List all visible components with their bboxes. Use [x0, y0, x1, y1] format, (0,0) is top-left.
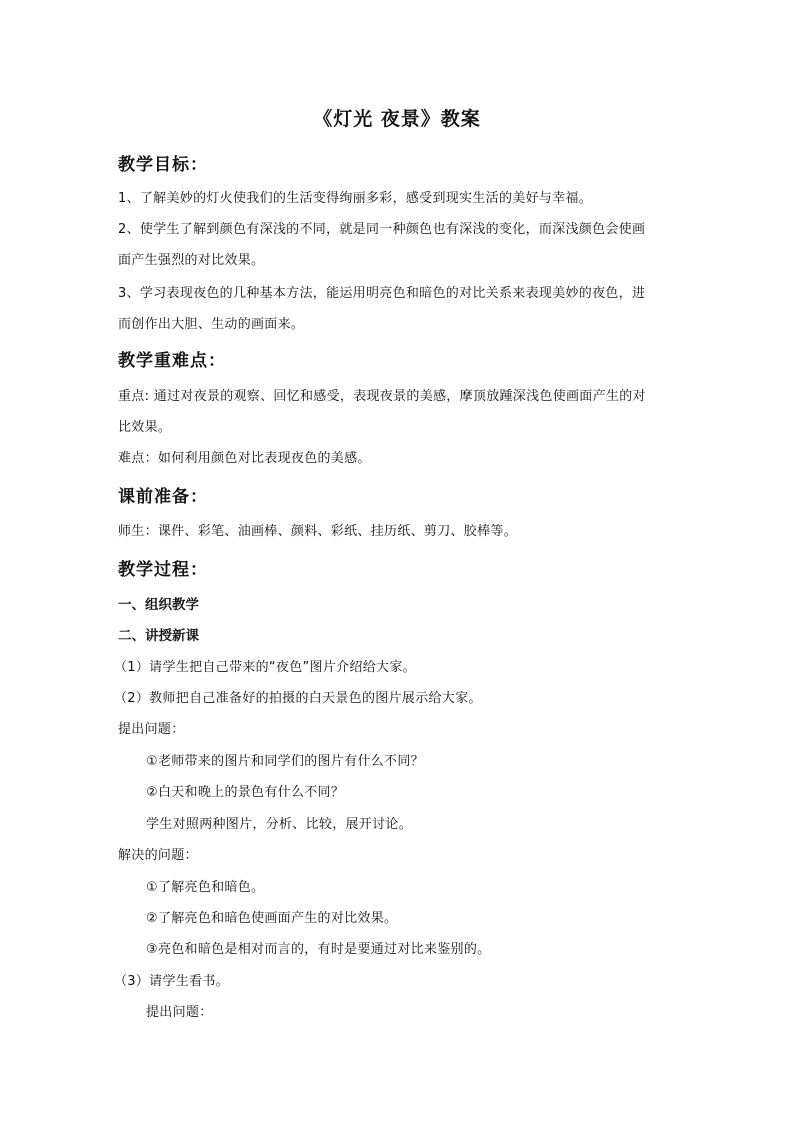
- keypoint-line: 比效果。: [118, 420, 172, 435]
- process-item: ②白天和晚上的景色有什么不同？: [146, 785, 345, 800]
- process-item: 提出问题：: [146, 1005, 213, 1020]
- process-item: 解决的问题：: [118, 848, 198, 863]
- objective-line: 面产生强烈的对比效果。: [118, 253, 265, 268]
- process-item: （2）教师把自己准备好的拍摄的白天景色的图片展示给大家。: [114, 691, 482, 706]
- process-heading: 教学过程：: [118, 560, 208, 580]
- objective-line: 1、了解美妙的灯火使我们的生活变得绚丽多彩，感受到现实生活的美好与幸福。: [118, 191, 593, 206]
- preparation-line: 师生：课件、彩笔、油画棒、颜料、彩纸、挂历纸、剪刀、胶棒等。: [118, 524, 518, 539]
- process-item: （3）请学生看书。: [114, 974, 229, 989]
- process-item: 提出问题：: [118, 722, 185, 737]
- process-step-new-lesson: 二、讲授新课: [118, 628, 199, 644]
- process-item: （1）请学生把自己带来的“夜色”图片介绍给大家。: [114, 660, 416, 675]
- preparation-heading: 课前准备：: [118, 487, 208, 507]
- process-item: ①了解亮色和暗色。: [146, 880, 265, 895]
- objective-line: 3、学习表现夜色的几种基本方法，能运用明亮色和暗色的对比关系来表现美妙的夜色，进: [118, 286, 646, 301]
- objective-line: 2、使学生了解到颜色有深浅的不同，就是同一种颜色也有深浅的变化，而深浅颜色会使画: [118, 222, 646, 237]
- objective-line: 而创作出大胆、生动的画面来。: [118, 317, 305, 332]
- process-step-organize: 一、组织教学: [118, 597, 199, 613]
- keypoint-line: 难点：如何利用颜色对比表现夜色的美感。: [118, 451, 371, 466]
- process-item: 学生对照两种图片，分析、比较，展开讨论。: [146, 817, 413, 832]
- process-item: ②了解亮色和暗色使画面产生的对比效果。: [146, 911, 398, 926]
- keypoints-heading: 教学重难点：: [118, 351, 226, 371]
- page-title: 《灯光 夜景》教案: [313, 108, 481, 130]
- process-item: ③亮色和暗色是相对而言的，有时是要通过对比来鉴别的。: [146, 942, 491, 957]
- keypoint-line: 重点: 通过对夜景的观察、回忆和感受，表现夜景的美感，摩顶放踵深浅色使画面产生的对: [118, 389, 646, 404]
- objectives-heading: 教学目标：: [118, 155, 208, 175]
- process-item: ①老师带来的图片和同学们的图片有什么不同？: [146, 754, 424, 769]
